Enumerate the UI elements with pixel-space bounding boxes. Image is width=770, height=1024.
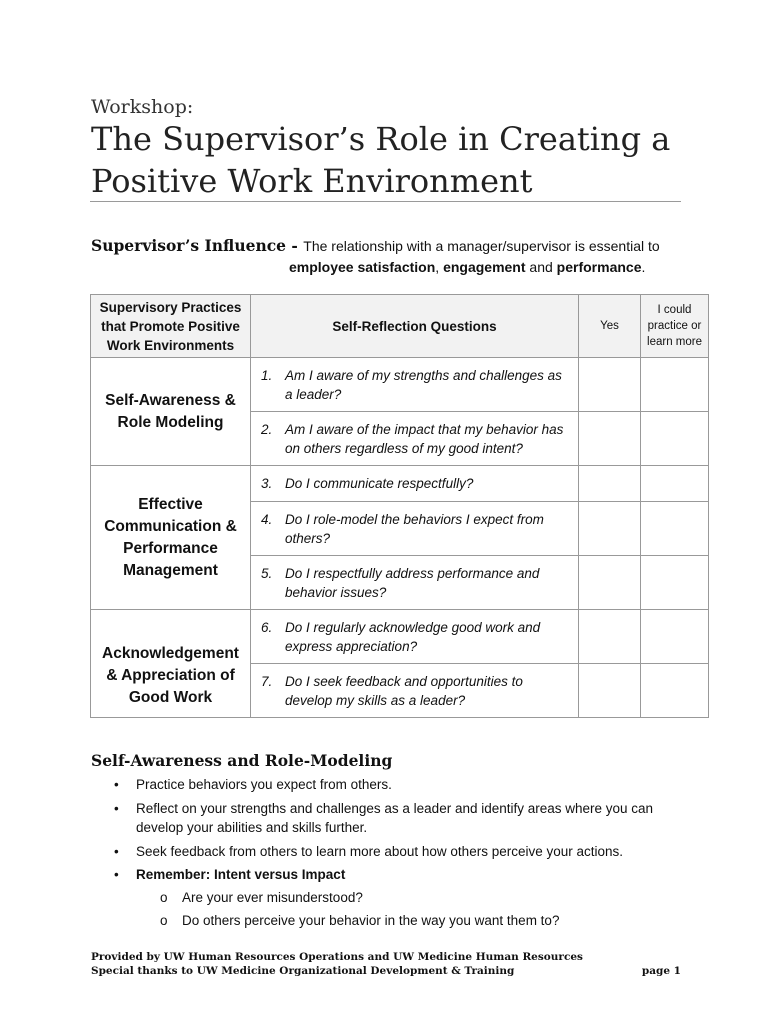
header-yes: Yes <box>579 295 641 358</box>
document-title: The Supervisor’s Role in Creating a Positive Work Environment <box>91 120 671 200</box>
question-cell <box>251 664 579 718</box>
footer-thanks-line: Special thanks to UW Medicine Organizational Development & Training <box>91 965 515 977</box>
yes-checkbox-cell[interactable] <box>579 358 641 412</box>
keyword-separator: , <box>435 259 444 275</box>
table-row <box>91 358 709 412</box>
bullet-ring-icon: o <box>160 889 168 905</box>
header-questions: Self-Reflection Questions <box>251 295 579 358</box>
sub-bullet-text: Do others perceive your behavior in the way you want them to? <box>182 913 560 928</box>
list-item <box>112 799 682 838</box>
practice-self-awareness: Self-Awareness & Role Modeling <box>91 358 251 466</box>
question-cell <box>251 610 579 664</box>
question-text: Do I communicate respectfully? <box>285 476 474 491</box>
question-number: 5. <box>261 565 273 581</box>
workshop-label: Workshop: <box>91 96 194 118</box>
yes-checkbox-cell[interactable] <box>579 502 641 556</box>
could-practice-checkbox-cell[interactable] <box>641 610 709 664</box>
could-practice-checkbox-cell[interactable] <box>641 556 709 610</box>
keyword-engagement: engagement <box>443 259 526 275</box>
bullet-text: Reflect on your strengths and challenges as a leader and identify areas where you can develop your abilities and skills further. <box>136 800 654 835</box>
table-header-row <box>91 295 709 358</box>
table-row <box>91 610 709 664</box>
question-text: Do I seek feedback and opportunities to develop my skills as a leader? <box>285 673 523 708</box>
header-could-practice: I could practice or learn more <box>641 295 709 358</box>
could-practice-checkbox-cell[interactable] <box>641 466 709 502</box>
question-text: Do I regularly acknowledge good work and express appreciation? <box>285 619 541 654</box>
could-practice-checkbox-cell[interactable] <box>641 358 709 412</box>
bullet-list <box>112 775 682 935</box>
keyword-performance: performance <box>556 259 642 275</box>
could-practice-checkbox-cell[interactable] <box>641 412 709 466</box>
question-number: 3. <box>261 476 273 491</box>
yes-checkbox-cell[interactable] <box>579 610 641 664</box>
question-cell <box>251 466 579 502</box>
bullet-text: Practice behaviors you expect from others. <box>136 777 392 792</box>
self-reflection-table <box>90 294 709 718</box>
practice-communication: Effective Communication & Performance Management <box>91 466 251 610</box>
table-row <box>91 466 709 502</box>
list-item <box>136 911 682 931</box>
title-divider <box>90 201 681 202</box>
could-practice-checkbox-cell[interactable] <box>641 502 709 556</box>
bullet-dot-icon: • <box>114 800 119 816</box>
bullet-ring-icon: o <box>160 913 168 928</box>
list-item <box>112 842 682 862</box>
influence-lead: Supervisor’s Influence - <box>91 236 304 255</box>
question-cell <box>251 412 579 466</box>
yes-checkbox-cell[interactable] <box>579 466 641 502</box>
question-number: 4. <box>261 511 273 527</box>
question-text: Am I aware of the impact that my behavior has on others regardless of my good intent? <box>285 421 564 456</box>
sub-bullet-text: Are your ever misunderstood? <box>182 889 363 905</box>
list-item <box>112 775 682 795</box>
question-number: 1. <box>261 367 273 383</box>
question-text: Am I aware of my strengths and challenges as a leader? <box>285 367 562 402</box>
question-text: Do I role-model the behaviors I expect from others? <box>285 511 544 546</box>
bullet-text: Seek feedback from others to learn more about how others perceive your actions. <box>136 843 624 859</box>
influence-paragraph <box>91 235 691 278</box>
question-cell <box>251 502 579 556</box>
yes-checkbox-cell[interactable] <box>579 556 641 610</box>
question-text: Do I respectfully address performance and behavior issues? <box>285 565 540 600</box>
list-item <box>112 865 682 931</box>
question-number: 7. <box>261 673 273 689</box>
could-practice-checkbox-cell[interactable] <box>641 664 709 718</box>
sentence-end: . <box>641 259 646 275</box>
practice-acknowledgement: Acknowledgement & Appreciation of Good Work <box>91 610 251 718</box>
question-cell <box>251 556 579 610</box>
footer <box>91 950 681 978</box>
list-item <box>136 888 682 908</box>
bullet-text: Remember: Intent versus Impact <box>136 867 346 882</box>
question-number: 2. <box>261 421 273 437</box>
influence-text: The relationship with a manager/supervisor is essential to <box>303 238 660 254</box>
page-number: page 1 <box>641 965 681 977</box>
bullet-dot-icon: • <box>114 867 119 882</box>
sub-bullet-list <box>136 888 682 931</box>
keyword-separator: and <box>525 259 557 275</box>
yes-checkbox-cell[interactable] <box>579 412 641 466</box>
bullet-dot-icon: • <box>114 777 119 792</box>
question-cell <box>251 358 579 412</box>
section-heading: Self-Awareness and Role-Modeling <box>91 751 393 770</box>
header-practices: Supervisory Practices that Promote Positive Work Environments <box>91 295 251 358</box>
question-number: 6. <box>261 619 273 635</box>
keyword-satisfaction: employee satisfaction <box>289 259 436 275</box>
footer-credit-line: Provided by UW Human Resources Operations and UW Medicine Human Resources <box>91 951 583 963</box>
bullet-dot-icon: • <box>114 843 119 859</box>
yes-checkbox-cell[interactable] <box>579 664 641 718</box>
